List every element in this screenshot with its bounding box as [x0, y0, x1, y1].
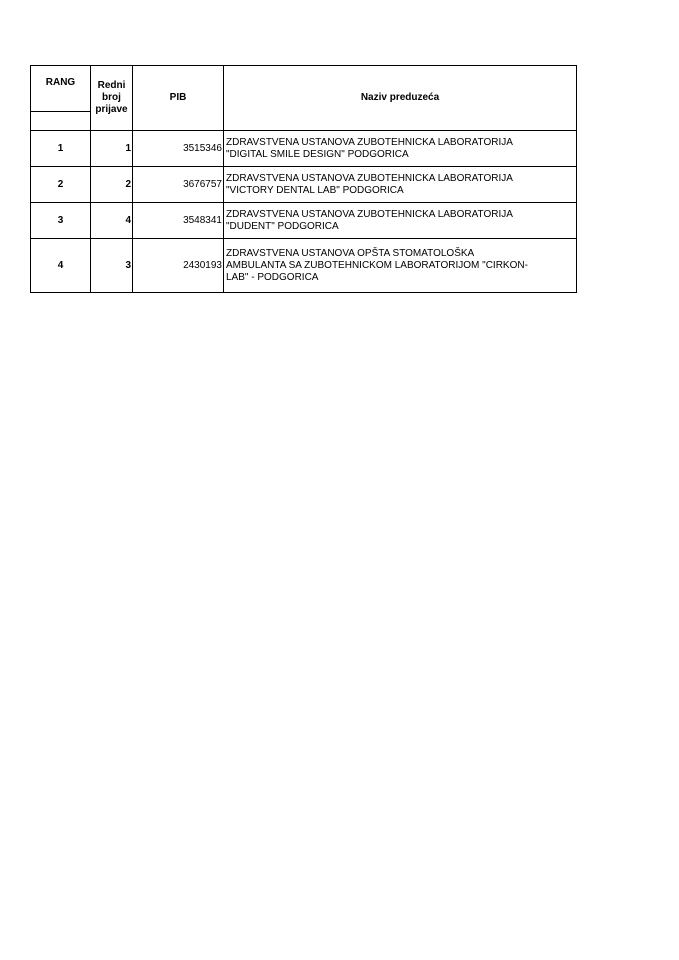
- cell-pib: 2430193: [133, 239, 224, 293]
- cell-naziv-preduzeca: ZDRAVSTVENA USTANOVA ZUBOTEHNICKA LABORATORIJA "DIGITAL SMILE DESIGN" PODGORICA: [224, 131, 577, 167]
- cell-naziv-preduzeca: ZDRAVSTVENA USTANOVA OPŠTA STOMATOLOŠKA AMBULANTA SA ZUBOTEHNICKOM LABORATORIJOM "CIRKON- LAB" - PODGORICA: [224, 239, 577, 293]
- cell-rang: 4: [31, 239, 91, 293]
- ranking-table: [30, 65, 577, 293]
- table-header-row: [31, 66, 577, 112]
- cell-rang: 3: [31, 203, 91, 239]
- header-rang-subcell: [31, 112, 91, 131]
- cell-redni-broj: 2: [91, 167, 133, 203]
- table-row: [31, 167, 577, 203]
- cell-rang: 1: [31, 131, 91, 167]
- cell-redni-broj: 3: [91, 239, 133, 293]
- cell-redni-broj: 1: [91, 131, 133, 167]
- header-redni-broj-prijave: [91, 66, 133, 131]
- cell-pib: 3548341: [133, 203, 224, 239]
- cell-naziv-preduzeca: ZDRAVSTVENA USTANOVA ZUBOTEHNICKA LABORATORIJA "DUDENT" PODGORICA: [224, 203, 577, 239]
- cell-pib: 3676757: [133, 167, 224, 203]
- cell-rang: 2: [31, 167, 91, 203]
- cell-naziv-preduzeca: ZDRAVSTVENA USTANOVA ZUBOTEHNICKA LABORATORIJA "VICTORY DENTAL LAB" PODGORICA: [224, 167, 577, 203]
- table-row: [31, 203, 577, 239]
- table-row: [31, 131, 577, 167]
- header-redni-label: Redni broj prijave: [95, 80, 128, 115]
- header-naziv-preduzeca: Naziv preduzeća: [224, 66, 577, 131]
- header-pib: PIB: [133, 66, 224, 131]
- cell-redni-broj: 4: [91, 203, 133, 239]
- header-rang: RANG: [31, 66, 91, 112]
- table-row: [31, 239, 577, 293]
- cell-pib: 3515346: [133, 131, 224, 167]
